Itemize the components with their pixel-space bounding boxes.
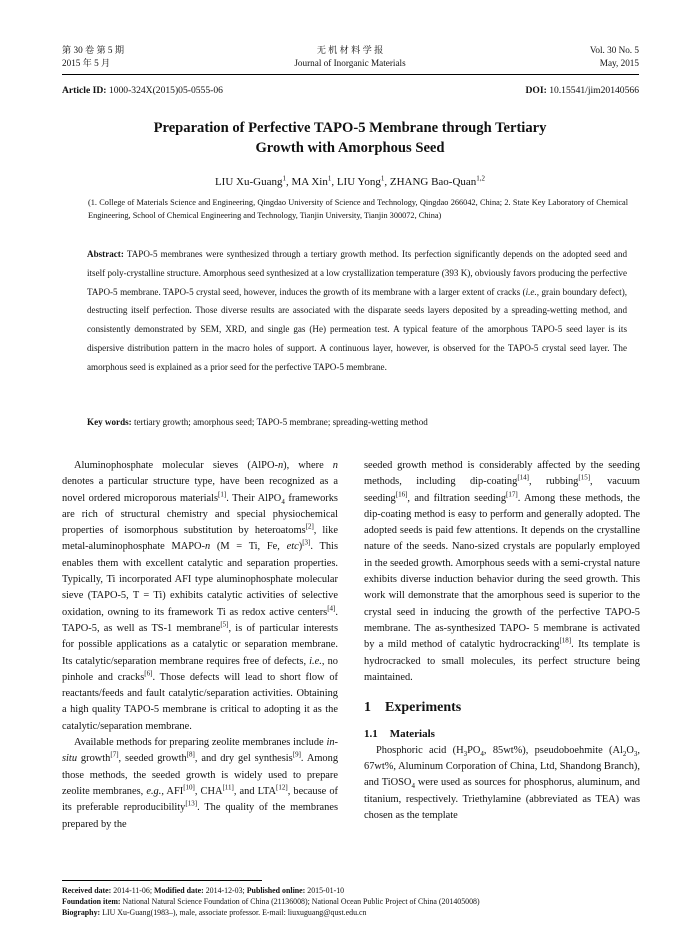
citation: [6]	[144, 669, 153, 678]
abstract: Abstract: TAPO-5 membranes were synthesized through a tertiary growth method. Its perfection significantly depends on the adopted seed and itself poly-crystalline structure. Amorphous seed synthesized at a low crystallization temperature (393 K), obviously favors producing the perfective TAPO-5 membrane. TAPO-5 crystal seed, however, induces the growth of its membrane with a larger extent of cracks (i.e., grain boundary defect), destructing itself perfection. Those diverse results are associated with the disparate seeds layers deposited by a spreading-wetting method, and consistently demonstrated by SEM, XRD, and single gas (He) permeation test. A typical feature of the amorphous TAPO-5 seed layer is its dispersive distribution pattern in the macro holes of support. A continuous layer, however, is observed for the TAPO-5 crystal seed layer. The amorphous seed is explained as a prior seed for the perfective TAPO-5 membrane.	[87, 249, 628, 372]
keywords-label: Key words:	[87, 417, 132, 427]
citation: [14]	[517, 473, 529, 482]
biography-line: Biography: LIU Xu-Guang(1983–), male, associate professor. E-mail: liuxuguang@qust.edu.cn	[62, 908, 367, 917]
citation: [13]	[185, 799, 198, 808]
date-en: May, 2015	[599, 58, 639, 68]
citation: [10]	[183, 783, 195, 792]
body-column-left	[62, 458, 338, 833]
paragraph: Available methods for preparing zeolite membranes include in-situ growth[7], seeded growth[8], and dry gel synthesis[9]. Among those methods, the seeded growth is widely used to prepare zeolite membranes, e.g., AFI[10], CHA[11], and LTA[12], because of its preferable reproducibility[13]. The quality of the membranes prepared by the	[62, 737, 339, 830]
citation: [1]	[218, 490, 227, 499]
section-heading: 1 Experiments	[364, 700, 462, 716]
citation: [5]	[220, 620, 229, 629]
keywords: Key words: tertiary growth; amorphous seed; TAPO-5 membrane; spreading-wetting method	[87, 417, 428, 427]
affiliations: (1. College of Materials Science and Engineering, Qingdao University of Science and Technology, Qingdao 266042, China; 2. State Key Laboratory of Chemical Engineering, School of Chemical Engineering and Technology, Tianjin University, Tianjin 300072, China)	[88, 198, 628, 220]
paragraph: Phosphoric acid ($H_3PO_4$, 85wt%), pseudoboehmite ($Al_2O_3$, 67wt%, Aluminum Corporation of China, Ltd, Shandong Branch), and TiOSO$_4$ were used as sources for phosphorus, aluminum, and titanium, respectively. Triethylamine (abbreviated as TEA) was chosen as the template	[364, 744, 640, 821]
affil-mark: 1	[380, 174, 385, 183]
affil-mark: 1	[282, 174, 286, 183]
dates-line: Received date: 2014-11-06; Modified date: 2014-12-03; Published online: 2015-01-10	[62, 886, 345, 895]
subsection-heading: 1.1 Materials	[364, 728, 435, 741]
citation: [9]	[292, 750, 301, 759]
citation: [2]	[305, 522, 314, 531]
citation: [18]	[559, 636, 572, 645]
paragraph: Aluminophosphate molecular sieves (AlPO-n), where n denotes a particular structure type, have been recognized as a novel ordered microporous materials[1]. Their AlPO$_4$ frameworks are rich of structural chemistry and special physiochemical properties of isomorphous substitution by heteroatoms[2], like metal-aluminophosphate MAPO-n (M = Ti, Fe, etc)[3]. This enables them with excellent catalytic and separation properties. Typically, Ti incorporated AFI type aluminophosphate molecular sieve (TAPO-5, T = Ti) exhibits catalytic activities of selective oxidation, owning to its framework Ti as redox active centers[4]. TAPO-5, as well as TS-1 membrane[5], is of particular interests for possible applications as a catalytic or separation membrane. Its catalytic/separation membrane requires free of defects, i.e., no pinhole and cracks[6]. Those defects will lead to short flow of reactants/feeds and fault catalytic/separation activities. Obtaining a high quality TAPO-5 membrane is critical to adopting it as the catalytic/separation membrane.	[62, 460, 338, 732]
footnotes	[62, 885, 662, 918]
citation: [3]	[302, 539, 311, 548]
author-name: LIU Yong	[336, 176, 381, 188]
author-list: LIU Xu-Guang$^1$, MA Xin$^1$, LIU Yong$^1$, ZHANG Bao-Quan$^{1,2}$	[214, 174, 486, 188]
article-id: Article ID: 1000-324X(2015)05-0555-06	[62, 85, 223, 96]
citation: [4]	[327, 604, 336, 613]
citation: [11]	[222, 783, 234, 792]
citation: [12]	[276, 783, 288, 792]
citation: [15]	[578, 473, 591, 482]
citation: [16]	[395, 490, 408, 499]
abstract-label: Abstract:	[87, 249, 124, 259]
footnote-rule	[62, 880, 262, 881]
paragraph: seeded growth method is considerably affected by the seeding methods, including dip-coating[14], rubbing[15], vacuum seeding[16], and filtration seeding[17]. Among these methods, the dip-coating method is easy to perform and generally adopted. The adopted seeds is paid few attentions. It depends on the crystalline nature of the seeds. Nano-sized crystals are popularly employed in the seeded growth. Amorphous seeds with a semi-crystal nature exhibits diverse induction behavior during the seed growth. This work will demonstrate that the amorphous seed is superior to the crystal seed in inducing the growth of the perfective TAPO-5 membrane. The as-synthesized TAPO- 5 membrane is activated by a mild method of catalytic hydrocracking[18]. Its template is hydrocracked to small molecules, its perfect structure being maintained.	[364, 460, 640, 683]
journal-name-en: Journal of Inorganic Materials	[294, 58, 406, 68]
doi: DOI: 10.15541/jim20140566	[525, 85, 639, 96]
foundation-line: Foundation item: National Natural Science Foundation of China (21136008); National Ocean Public Project of China (201405008)	[62, 897, 480, 906]
author-name: ZHANG Bao-Quan	[389, 176, 477, 188]
header-right	[590, 44, 639, 70]
body-column-right	[364, 458, 640, 824]
journal-name-cn: 无 机 材 料 学 报	[316, 45, 384, 55]
citation: [17]	[506, 490, 518, 499]
author-name: LIU Xu-Guang	[214, 176, 283, 188]
author-name: MA Xin	[291, 176, 328, 188]
volume-issue-cn: 第 30 卷 第 5 期	[62, 45, 125, 55]
volume-issue-en: Vol. 30 No. 5	[589, 45, 639, 55]
paper-title: Preparation of Perfective TAPO-5 Membrane through Tertiary Growth with Amorphous Seed	[153, 120, 547, 156]
citation: [8]	[186, 750, 195, 759]
header-rule	[62, 74, 639, 75]
date-cn: 2015 年 5 月	[62, 58, 111, 68]
affil-mark: 1	[327, 174, 332, 183]
citation: [7]	[110, 750, 119, 759]
affil-mark: 1,2	[476, 174, 486, 183]
